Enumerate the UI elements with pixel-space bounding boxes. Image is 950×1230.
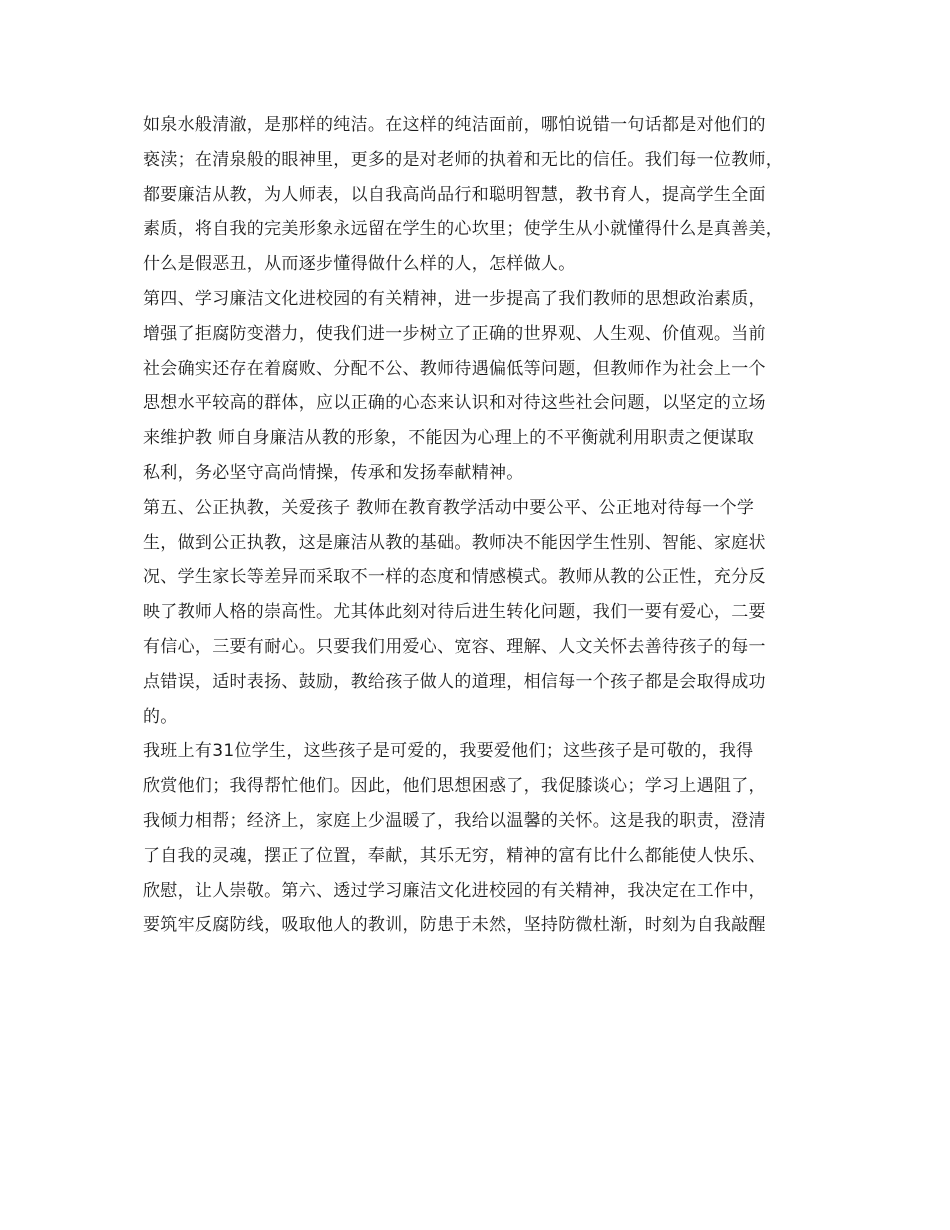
text-line: 私利，务必坚守高尚情操，传承和发扬奉献精神。: [143, 462, 524, 483]
text-line: 生，做到公正执教，这是廉洁从教的基础。教师决不能因学生性别、智能、家庭状: [143, 532, 766, 553]
body-text: [143, 108, 823, 943]
text-line: 有信心，三要有耐心。只要我们用爱心、宽容、理解、人文关怀去善待孩子的每一: [143, 636, 766, 657]
text-line: 亵渎；在清泉般的眼神里，更多的是对老师的执着和无比的信任。我们每一位教师，: [143, 149, 784, 170]
text-line: 的。: [143, 706, 178, 727]
text-line: 第四、学习廉洁文化进校园的有关精神，进一步提高了我们教师的思想政治素质，: [143, 288, 766, 309]
text-line: 了自我的灵魂，摆正了位置，奉献，其乐无穷，精神的富有比什么都能使人快乐、: [143, 845, 766, 866]
text-line: 况、学生家长等差异而采取不一样的态度和情感模式。教师从教的公正性，充分反: [143, 567, 766, 588]
text-line: 点错误，适时表扬、鼓励，教给孩子做人的道理，相信每一个孩子都是会取得成功: [143, 671, 766, 692]
text-line: 素质，将自我的完美形象永远留在学生的心坎里；使学生从小就懂得什么是真善美，: [143, 219, 784, 240]
text-line: 来维护教 师自身廉洁从教的形象，不能因为心理上的不平衡就利用职责之便谋取: [143, 428, 755, 449]
text-line: 要筑牢反腐防线，吸取他人的教训，防患于未然，坚持防微杜渐，时刻为自我敲醒: [143, 915, 766, 936]
text-line: 第五、公正执教，关爱孩子 教师在教育教学活动中要公平、公正地对待每一个学: [143, 497, 755, 518]
text-line: 欣慰，让人崇敬。第六、透过学习廉洁文化进校园的有关精神，我决定在工作中，: [143, 880, 766, 901]
text-line: 都要廉洁从教，为人师表，以自我高尚品行和聪明智慧，教书育人，提高学生全面: [143, 184, 766, 205]
text-line: 社会确实还存在着腐败、分配不公、教师待遇偏低等问题，但教师作为社会上一个: [143, 358, 766, 379]
text-line: 增强了拒腐防变潜力，使我们进一步树立了正确的世界观、人生观、价值观。当前: [143, 323, 766, 344]
text-line: 我班上有31位学生，这些孩子是可爱的，我要爱他们；这些孩子是可敬的，我得: [143, 741, 754, 762]
text-line: 思想水平较高的群体，应以正确的心态来认识和对待这些社会问题，以坚定的立场: [143, 393, 766, 414]
text-line: 我倾力相帮；经济上，家庭上少温暖了，我给以温馨的关怀。这是我的职责，澄清: [143, 810, 766, 831]
text-line: 欣赏他们；我得帮忙他们。因此，他们思想困惑了，我促膝谈心；学习上遇阻了，: [143, 776, 766, 797]
text-line: 映了教师人格的崇高性。尤其体此刻对待后进生转化问题，我们一要有爱心，二要: [143, 602, 766, 623]
text-line: 什么是假恶丑，从而逐步懂得做什么样的人，怎样做人。: [143, 254, 576, 275]
text-line: 如泉水般清澈，是那样的纯洁。在这样的纯洁面前，哪怕说错一句话都是对他们的: [143, 115, 766, 135]
